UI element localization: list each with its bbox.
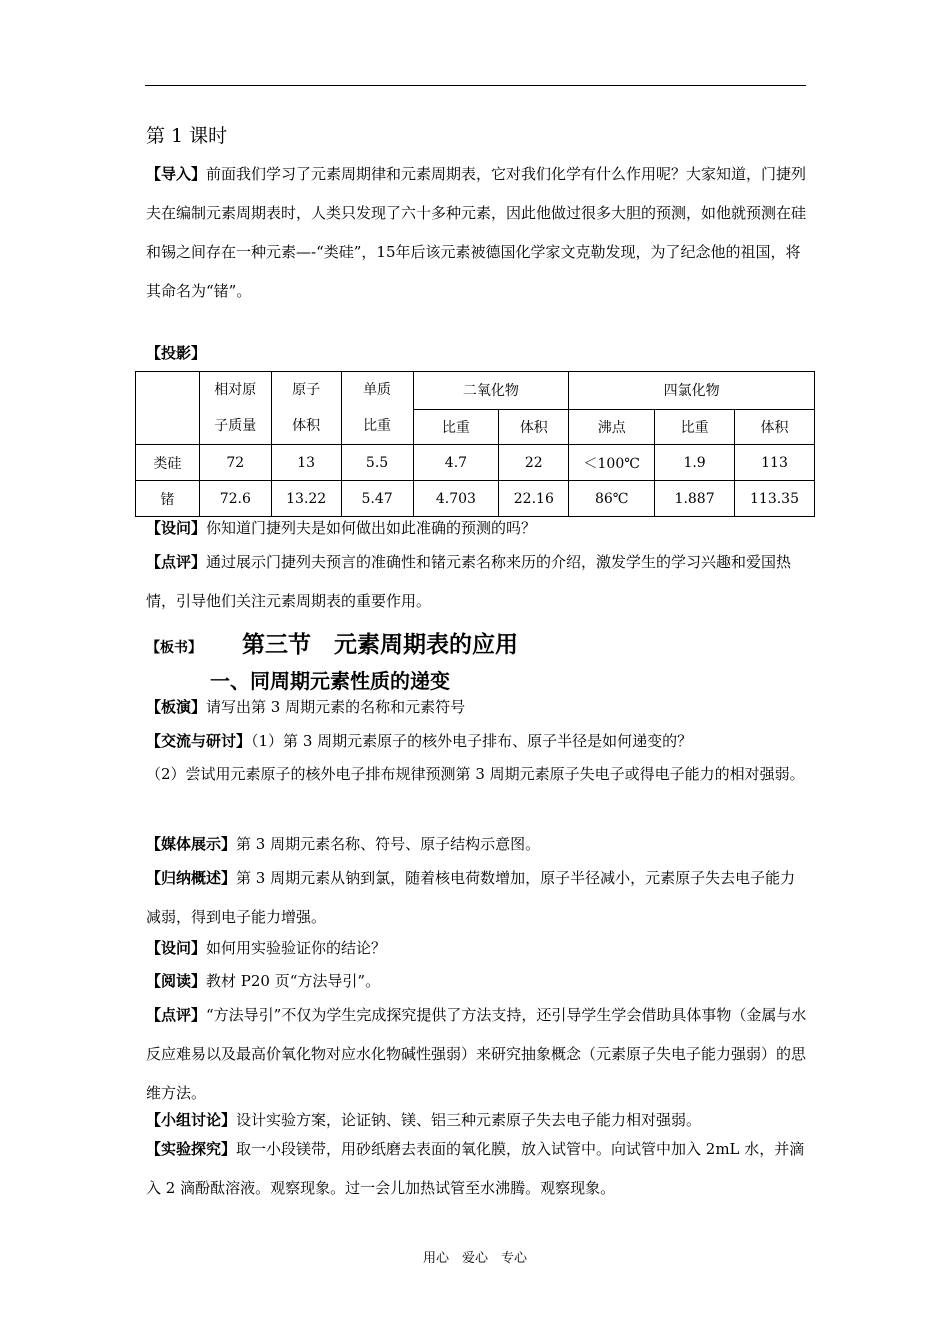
group-tag: 【小组讨论】 [146, 1111, 237, 1129]
comment-text: 通过展示门捷列夫预言的准确性和锗元素名称来历的介绍，激发学生的学习兴趣和爱国热情，引导他们关注元素周期表的重要作用。 [146, 553, 792, 610]
table-cell: 72 [199, 445, 271, 481]
table-cell: ＜100℃ [569, 445, 655, 481]
row-name: 锗 [136, 481, 200, 517]
demo-tag: 【板演】 [146, 698, 207, 716]
media-tag: 【媒体展示】 [146, 835, 237, 853]
table-cell: 1.9 [655, 445, 735, 481]
header-dioxide-volume: 体积 [499, 409, 569, 445]
header-tetra-density: 比重 [655, 409, 735, 445]
board-tag: 【板书】 [146, 640, 202, 656]
table-cell: 113 [735, 445, 815, 481]
experiment-tag: 【实验探究】 [146, 1140, 237, 1158]
page-footer: 用心 爱心 专心 [422, 1251, 527, 1266]
table-cell: 86℃ [569, 481, 655, 517]
header-tetra-boiling-point: 沸点 [569, 409, 655, 445]
comment-paragraph-2 [146, 996, 808, 1113]
experiment-text: 取一小段镁带，用砂纸磨去表面的氧化膜，放入试管中。向试管中加入 2mL 水，并滴入 2 滴酚酞溶液。观察现象。过一会儿加热试管至水沸腾。观察现象。 [146, 1140, 805, 1197]
header-elem-density: 单质 比重 [341, 372, 413, 445]
question-tag: 【设问】 [146, 519, 207, 537]
table-cell: 5.5 [341, 445, 413, 481]
element-comparison-table [135, 371, 815, 517]
intro-tag: 【导入】 [146, 165, 207, 183]
comment-tag: 【点评】 [146, 1006, 207, 1024]
demo-text: 请写出第 3 周期元素的名称和元素符号 [206, 698, 466, 716]
intro-text: 前面我们学习了元素周期律和元素周期表，它对我们化学有什么作用呢？大家知道，门捷列夫在编制元素周期表时，人类只发现了六十多种元素，因此他做过很多大胆的预测，如他就预测在硅和锡之间存在一种元素—-“类硅”，15年后该元素被德国化学家文克勒发现，为了纪念他的祖国，将其命名为“锗”。 [146, 165, 807, 300]
discussion-paragraph-2 [146, 755, 808, 794]
intro-paragraph [146, 155, 808, 311]
table-cell: 13 [271, 445, 341, 481]
table-cell: 4.7 [413, 445, 499, 481]
table-cell: 4.703 [413, 481, 499, 517]
group-text: 设计实验方案，论证钠、镁、铝三种元素原子失去电子能力相对强弱。 [236, 1111, 702, 1129]
comment-paragraph-1 [146, 543, 808, 621]
reading-tag: 【阅读】 [146, 972, 207, 990]
projection-tag: 【投影】 [146, 344, 207, 362]
question-text: 你知道门捷列夫是如何做出如此准确的预测的吗？ [206, 519, 537, 537]
table-cell: 72.6 [199, 481, 271, 517]
table-cell: 22.16 [499, 481, 569, 517]
discussion-text-2: （2）尝试用元素原子的核外电子排布规律预测第 3 周期元素原子失电子或得电子能力的相对强弱。 [146, 765, 805, 783]
discussion-text-1: （1）第 3 周期元素原子的核外电子排布、原子半径是如何递变的？ [251, 732, 693, 750]
header-dioxide-density: 比重 [413, 409, 499, 445]
experiment-paragraph [146, 1130, 808, 1208]
section-heading [146, 625, 518, 668]
table-row [136, 445, 815, 481]
table-cell: 5.47 [341, 481, 413, 517]
header-atom-volume: 原子 体积 [271, 372, 341, 445]
table-cell: 13.22 [271, 481, 341, 517]
media-text: 第 3 周期元素名称、符号、原子结构示意图。 [236, 835, 541, 853]
header-dioxide: 二氧化物 [413, 372, 569, 410]
table-cell: 22 [499, 445, 569, 481]
question-text: 如何用实验验证你的结论？ [206, 939, 387, 957]
header-relative-mass: 相对原 子质量 [199, 372, 271, 445]
projection-label [146, 334, 808, 373]
subsection-title: 一、同周期元素性质的递变 [210, 669, 450, 693]
table-header-row-1 [136, 372, 815, 410]
summary-text: 第 3 周期元素从钠到氯，随着核电荷数增加，原子半径减小，元素原子失去电子能力减弱，得到电子能力增强。 [146, 869, 796, 926]
header-tetra-volume: 体积 [735, 409, 815, 445]
lesson-title: 第 1 课时 [146, 125, 228, 147]
section-title: 第三节 元素周期表的应用 [242, 632, 518, 658]
table-cell: 113.35 [735, 481, 815, 517]
question-tag: 【设问】 [146, 939, 207, 957]
header-empty-cell [136, 372, 200, 445]
header-tetrachloride: 四氯化物 [569, 372, 815, 410]
summary-paragraph [146, 859, 808, 937]
comment-text: “方法导引”不仅为学生完成探究提供了方法支持，还引导学生学会借助具体事物（金属与水反应难易以及最高价氧化物对应水化物碱性强弱）来研究抽象概念（元素原子失电子能力强弱）的思维方法。 [146, 1006, 807, 1102]
row-name: 类硅 [136, 445, 200, 481]
header-rule [145, 85, 806, 86]
comment-tag: 【点评】 [146, 553, 207, 571]
reading-text: 教材 P20 页“方法导引”。 [206, 972, 381, 990]
table-cell: 1.887 [655, 481, 735, 517]
discussion-tag: 【交流与研讨】 [146, 732, 252, 750]
summary-tag: 【归纳概述】 [146, 869, 237, 887]
